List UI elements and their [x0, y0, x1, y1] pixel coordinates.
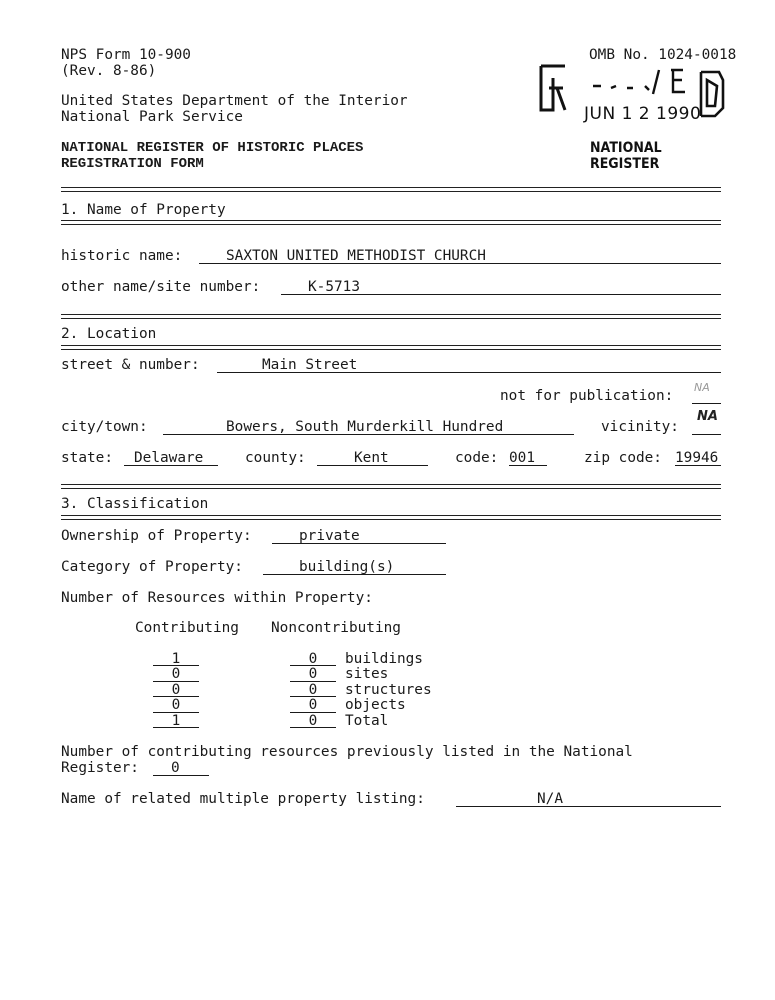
street-label: street & number:	[61, 357, 200, 373]
contributing-count[interactable]: 0	[171, 697, 181, 713]
form-title: NATIONAL REGISTER OF HISTORIC PLACES	[61, 140, 364, 156]
multiple-listing-value[interactable]: N/A	[537, 791, 563, 807]
previously-listed-underline	[153, 775, 209, 776]
city-label: city/town:	[61, 419, 148, 435]
section-divider	[61, 314, 721, 319]
contributing-header: Contributing	[135, 620, 239, 636]
multiple-listing-underline	[456, 806, 721, 807]
category-label: Category of Property:	[61, 559, 243, 575]
city-underline	[163, 434, 574, 435]
section-divider	[61, 484, 721, 489]
not-for-publication-label: not for publication:	[500, 388, 674, 404]
multiple-listing-label: Name of related multiple property listing:	[61, 791, 425, 807]
section-divider	[61, 345, 721, 350]
national-register-stamp-line1: NATIONAL	[590, 140, 662, 156]
vicinity-underline	[692, 434, 721, 435]
section-divider	[61, 220, 721, 225]
noncontributing-count[interactable]: 0	[308, 666, 318, 682]
contributing-count[interactable]: 1	[171, 651, 181, 667]
omb-number: OMB No. 1024-0018	[589, 47, 737, 63]
historic-name-underline	[199, 263, 721, 264]
form-number: NPS Form 10-900	[61, 47, 191, 63]
ownership-underline	[272, 543, 446, 544]
resource-type-total: Total	[345, 713, 389, 729]
resource-type: structures	[345, 682, 432, 698]
other-name-label: other name/site number:	[61, 279, 261, 295]
count-underline	[290, 727, 336, 728]
resource-type: buildings	[345, 651, 423, 667]
zip-value[interactable]: 19946	[675, 450, 719, 466]
street-underline	[217, 372, 721, 373]
historic-name-label: historic name:	[61, 248, 183, 264]
ownership-label: Ownership of Property:	[61, 528, 252, 544]
section2-heading: 2. Location	[61, 326, 157, 342]
vicinity-value[interactable]: NA	[697, 409, 718, 424]
count-underline	[153, 727, 199, 728]
form-revision: (Rev. 8-86)	[61, 63, 157, 79]
noncontributing-header: Noncontributing	[271, 620, 401, 636]
state-underline	[124, 465, 218, 466]
other-name-value[interactable]: K-5713	[308, 279, 360, 295]
noncontributing-count[interactable]: 0	[308, 697, 318, 713]
received-stamp-date: JUN 1 2 1990	[584, 104, 702, 124]
zip-label: zip code:	[584, 450, 662, 466]
county-underline	[317, 465, 428, 466]
previously-listed-label-cont: Register:	[61, 760, 139, 776]
code-underline	[509, 465, 547, 466]
resource-type: sites	[345, 666, 389, 682]
category-value[interactable]: building(s)	[299, 559, 395, 575]
section3-heading: 3. Classification	[61, 496, 209, 512]
other-name-underline	[281, 294, 721, 295]
form-subtitle: REGISTRATION FORM	[61, 156, 204, 172]
code-value[interactable]: 001	[509, 450, 535, 466]
national-register-stamp-line2: REGISTER	[590, 156, 660, 172]
department-name: United States Department of the Interior	[61, 93, 408, 109]
agency-name: National Park Service	[61, 109, 243, 125]
contributing-total[interactable]: 1	[171, 713, 181, 729]
previously-listed-value[interactable]: 0	[171, 760, 180, 776]
section-divider	[61, 187, 721, 192]
resource-type: objects	[345, 697, 406, 713]
category-underline	[263, 574, 446, 575]
contributing-count[interactable]: 0	[171, 666, 181, 682]
previously-listed-label: Number of contributing resources previously listed in the National	[61, 744, 633, 760]
ownership-value[interactable]: private	[299, 528, 360, 544]
state-value[interactable]: Delaware	[134, 450, 204, 466]
historic-name-value[interactable]: SAXTON UNITED METHODIST CHURCH	[226, 248, 486, 264]
county-label: county:	[245, 450, 306, 466]
vicinity-label: vicinity:	[601, 419, 679, 435]
state-label: state:	[61, 450, 113, 466]
noncontributing-count[interactable]: 0	[308, 651, 318, 667]
contributing-count[interactable]: 0	[171, 682, 181, 698]
resources-label: Number of Resources within Property:	[61, 590, 373, 606]
not-for-publication-underline	[692, 403, 721, 404]
noncontributing-count[interactable]: 0	[308, 682, 318, 698]
city-value[interactable]: Bowers, South Murderkill Hundred	[226, 419, 504, 435]
section-divider	[61, 515, 721, 520]
code-label: code:	[455, 450, 499, 466]
street-value[interactable]: Main Street	[262, 357, 358, 373]
county-value[interactable]: Kent	[354, 450, 389, 466]
section1-heading: 1. Name of Property	[61, 202, 226, 218]
not-for-publication-value[interactable]: NA	[694, 381, 710, 394]
noncontributing-total[interactable]: 0	[308, 713, 318, 729]
zip-underline	[675, 465, 721, 466]
